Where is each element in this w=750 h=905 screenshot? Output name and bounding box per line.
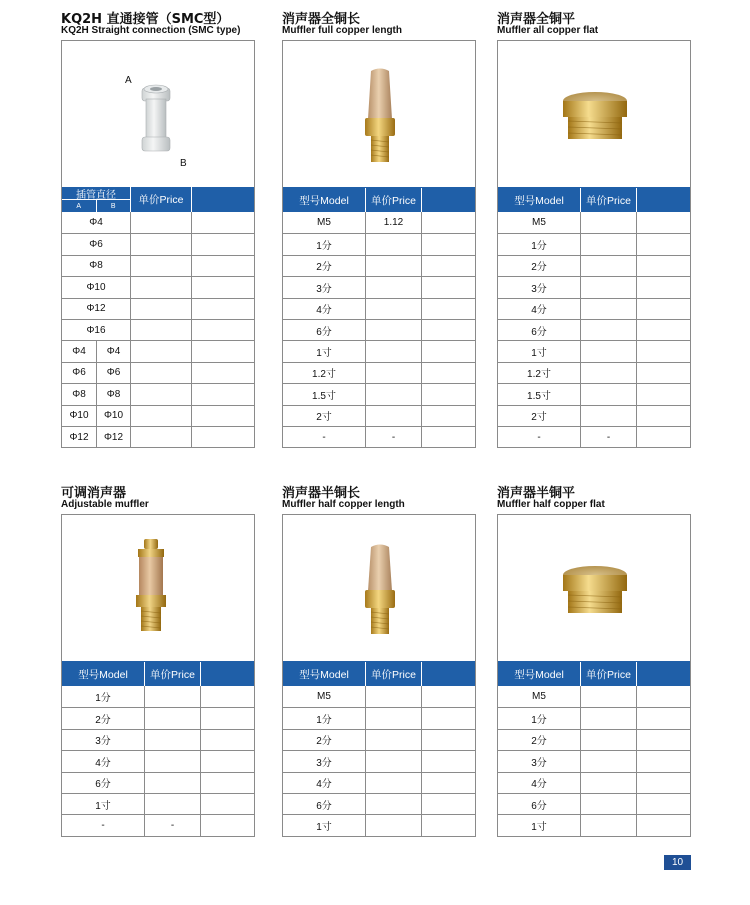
table-header [62, 661, 254, 686]
product-image-frame [282, 514, 476, 661]
cell-price [580, 341, 636, 361]
cell-blank [636, 815, 690, 835]
cell-price [580, 686, 636, 707]
cell-blank [421, 815, 475, 835]
cell-price [365, 299, 421, 319]
table-header [62, 187, 254, 212]
cell-blank [191, 341, 254, 361]
cell-price [144, 773, 200, 793]
cell-blank [636, 299, 690, 319]
port-label-a: A [125, 75, 132, 86]
table-row [498, 212, 690, 233]
cell-price [365, 686, 421, 707]
cell-size-b: Φ8 [96, 384, 130, 404]
cell-price [365, 256, 421, 276]
cell-blank [200, 773, 254, 793]
table-row [62, 298, 254, 319]
table-row [62, 729, 254, 750]
table-header [283, 661, 475, 686]
table-row [283, 212, 475, 233]
cell-blank [191, 427, 254, 447]
product-title-cn: 消声器全铜平 [497, 12, 576, 27]
cell-model: M5 [317, 691, 331, 703]
cell-size: Φ10 [86, 281, 106, 293]
cell-blank [636, 708, 690, 728]
cell-blank [191, 212, 254, 233]
table-row [498, 383, 690, 404]
cell-model: 2寸 [316, 412, 332, 424]
page-number: 10 [664, 855, 691, 870]
cell-price [580, 363, 636, 383]
table-row [62, 707, 254, 728]
price-table [282, 661, 476, 837]
cell-model: M5 [532, 217, 546, 229]
cell-model: 3分 [316, 283, 332, 295]
table-row [283, 729, 475, 750]
cell-model: 1分 [95, 693, 111, 705]
header-model: 型号Model [514, 194, 564, 207]
table-row [283, 686, 475, 707]
cell-size: Φ12 [86, 303, 106, 315]
product-title-en: KQ2H Straight connection (SMC type) [61, 25, 241, 36]
cell-model: 1寸 [95, 800, 111, 812]
cell-size-a: Φ8 [72, 388, 86, 400]
cell-model: 6分 [531, 800, 547, 812]
cell-price [580, 751, 636, 771]
cell-blank [191, 256, 254, 276]
table-row [62, 276, 254, 297]
cell-price [144, 794, 200, 814]
cell-blank [200, 686, 254, 707]
header-model: 型号Model [299, 194, 349, 207]
cell-price [130, 427, 191, 447]
cell-blank [636, 363, 690, 383]
cell-model: M5 [532, 691, 546, 703]
product-title-en: Muffler all copper flat [497, 25, 599, 36]
cell-model: 2分 [316, 262, 332, 274]
header-blank [636, 662, 690, 686]
cell-price: - [144, 815, 200, 835]
header-price: 单价Price [144, 662, 200, 686]
muffler-flat-image [498, 41, 691, 187]
cell-blank [636, 384, 690, 404]
muffler-half-flat-image [498, 515, 691, 661]
cell-size-b: Φ12 [96, 427, 130, 447]
table-row [283, 276, 475, 297]
product-image-frame [282, 40, 476, 187]
table-row [498, 255, 690, 276]
table-row [498, 276, 690, 297]
table-row [62, 319, 254, 340]
cell-price [365, 406, 421, 426]
cell-size-a: Φ6 [72, 367, 86, 379]
muffler-half-long-image [283, 515, 476, 661]
table-row [498, 729, 690, 750]
cell-model: 4分 [531, 779, 547, 791]
cell-price [580, 277, 636, 297]
table-row [498, 362, 690, 383]
header-col-b: B [96, 200, 131, 212]
cell-price [580, 320, 636, 340]
cell-model: 1寸 [531, 348, 547, 360]
cell-price [365, 341, 421, 361]
cell-model: 6分 [531, 326, 547, 338]
cell-blank [421, 708, 475, 728]
table-row [283, 233, 475, 254]
table-row [498, 405, 690, 426]
cell-price [580, 708, 636, 728]
cell-model: 6分 [95, 779, 111, 791]
cell-size-b: Φ6 [96, 363, 130, 383]
cell-blank [421, 794, 475, 814]
cell-model: - [537, 431, 541, 443]
price-table [61, 661, 255, 837]
table-row [283, 793, 475, 814]
cell-blank [636, 730, 690, 750]
cell-price [365, 794, 421, 814]
cell-blank [191, 299, 254, 319]
cell-price [580, 773, 636, 793]
cell-blank [191, 320, 254, 340]
cell-size-a: Φ4 [72, 346, 86, 358]
muffler-long-image [283, 41, 476, 187]
cell-blank [421, 406, 475, 426]
cell-model: 6分 [316, 800, 332, 812]
table-header [283, 187, 475, 212]
cell-model: 2寸 [531, 412, 547, 424]
header-price: 单价Price [365, 188, 421, 212]
cell-blank [636, 341, 690, 361]
cell-blank [636, 773, 690, 793]
header-price: 单价Price [580, 188, 636, 212]
cell-model: 1分 [316, 715, 332, 727]
table-row [62, 405, 254, 426]
cell-blank [636, 256, 690, 276]
product-title-en: Adjustable muffler [61, 499, 149, 510]
cell-size: Φ6 [89, 239, 103, 251]
cell-price [580, 256, 636, 276]
table-row [498, 686, 690, 707]
cell-price [365, 730, 421, 750]
table-row [498, 340, 690, 361]
cell-price [365, 384, 421, 404]
cell-size-b: Φ4 [96, 341, 130, 361]
cell-price [365, 708, 421, 728]
cell-size-a: Φ12 [69, 431, 89, 443]
table-row [283, 255, 475, 276]
cell-model: 3分 [531, 283, 547, 295]
cell-price [130, 320, 191, 340]
header-model: 型号Model [514, 668, 564, 681]
cell-price [130, 234, 191, 254]
cell-model: 2分 [531, 736, 547, 748]
table-row [283, 362, 475, 383]
price-table [497, 661, 691, 837]
cell-model: 4分 [316, 779, 332, 791]
table-row [498, 814, 690, 835]
cell-model: - [101, 820, 105, 832]
cell-price: - [365, 427, 421, 447]
product-title-cn: KQ2H 直通接管（SMC型） [61, 12, 230, 27]
cell-price [130, 299, 191, 319]
cell-model: 1.5寸 [312, 390, 336, 402]
header-model: 型号Model [299, 668, 349, 681]
table-row [283, 298, 475, 319]
cell-blank [200, 751, 254, 771]
table-row [498, 750, 690, 771]
cell-price [365, 234, 421, 254]
table-row [283, 319, 475, 340]
header-blank [421, 188, 475, 212]
table-row [498, 298, 690, 319]
table-row [498, 707, 690, 728]
price-table [282, 187, 476, 448]
cell-blank [636, 751, 690, 771]
cell-price [130, 363, 191, 383]
cell-price [365, 815, 421, 835]
cell-blank [421, 363, 475, 383]
cell-price [130, 341, 191, 361]
cell-price [580, 234, 636, 254]
cell-blank [200, 815, 254, 835]
cell-model: 1寸 [316, 822, 332, 834]
cell-blank [636, 406, 690, 426]
table-row [283, 814, 475, 835]
product-image-frame [497, 40, 691, 187]
cell-price [365, 363, 421, 383]
port-label-b: B [180, 158, 187, 169]
cell-blank [421, 427, 475, 447]
table-row [498, 793, 690, 814]
header-tube-diameter: 插管直径 [62, 187, 130, 200]
product-title-en: Muffler half copper length [282, 499, 405, 510]
cell-blank [421, 384, 475, 404]
cell-blank [421, 751, 475, 771]
cell-blank [191, 363, 254, 383]
cell-blank [421, 341, 475, 361]
cell-model: 1寸 [316, 348, 332, 360]
cell-blank [636, 212, 690, 233]
table-row [283, 340, 475, 361]
cell-price [580, 815, 636, 835]
table-row [62, 212, 254, 233]
cell-model: 1.2寸 [527, 369, 551, 381]
cell-model: 1寸 [531, 822, 547, 834]
table-row [62, 383, 254, 404]
cell-price [130, 277, 191, 297]
cell-blank [636, 320, 690, 340]
cell-blank [200, 794, 254, 814]
cell-model: 3分 [531, 757, 547, 769]
table-row [283, 405, 475, 426]
table-row [62, 362, 254, 383]
table-row [283, 426, 475, 447]
cell-price [580, 730, 636, 750]
cell-price [580, 406, 636, 426]
header-price: 单价Price [130, 187, 191, 212]
cell-blank [636, 686, 690, 707]
cell-price [144, 751, 200, 771]
table-row [62, 750, 254, 771]
table-row [62, 233, 254, 254]
cell-blank [421, 277, 475, 297]
table-row [283, 772, 475, 793]
cell-blank [191, 406, 254, 426]
cell-model: 1分 [531, 715, 547, 727]
product-image-frame [497, 514, 691, 661]
cell-blank [191, 234, 254, 254]
product-title-en: Muffler half copper flat [497, 499, 605, 510]
cell-blank [421, 234, 475, 254]
straight-connector-image [62, 41, 255, 187]
table-header [498, 661, 690, 686]
header-blank [200, 662, 254, 686]
product-title-en: Muffler full copper length [282, 25, 402, 36]
table-row [62, 686, 254, 707]
cell-model: 4分 [95, 757, 111, 769]
table-row [498, 772, 690, 793]
price-table [497, 187, 691, 448]
table-row [62, 772, 254, 793]
cell-blank [200, 708, 254, 728]
table-row [62, 814, 254, 835]
cell-price: - [580, 427, 636, 447]
header-model: 型号Model [78, 668, 128, 681]
cell-price [580, 794, 636, 814]
cell-price [580, 384, 636, 404]
table-row [283, 707, 475, 728]
header-blank [636, 188, 690, 212]
header-price: 单价Price [580, 662, 636, 686]
table-row [498, 426, 690, 447]
cell-model: - [322, 431, 326, 443]
cell-price [130, 406, 191, 426]
table-row [498, 319, 690, 340]
cell-price: 1.12 [365, 212, 421, 233]
cell-model: 2分 [95, 715, 111, 727]
product-title-cn: 消声器全铜长 [282, 12, 361, 27]
table-header [498, 187, 690, 212]
cell-price [144, 708, 200, 728]
cell-price [365, 277, 421, 297]
cell-model: 4分 [531, 305, 547, 317]
adjustable-muffler-image [62, 515, 255, 661]
cell-price [580, 212, 636, 233]
cell-blank [421, 686, 475, 707]
cell-blank [421, 256, 475, 276]
cell-model: M5 [317, 217, 331, 229]
cell-model: 6分 [316, 326, 332, 338]
cell-price [365, 773, 421, 793]
cell-model: 1.5寸 [527, 390, 551, 402]
cell-size: Φ16 [86, 324, 106, 336]
table-row [62, 793, 254, 814]
header-price: 单价Price [365, 662, 421, 686]
cell-price [365, 751, 421, 771]
cell-price [580, 299, 636, 319]
cell-model: 1分 [531, 241, 547, 253]
cell-model: 1.2寸 [312, 369, 336, 381]
cell-model: 3分 [95, 736, 111, 748]
product-title-cn: 可调消声器 [61, 486, 127, 501]
cell-blank [421, 320, 475, 340]
cell-blank [191, 384, 254, 404]
cell-blank [421, 773, 475, 793]
product-title-cn: 消声器半铜长 [282, 486, 361, 501]
product-image-frame [61, 514, 255, 661]
header-blank [421, 662, 475, 686]
table-row [283, 750, 475, 771]
cell-model: 3分 [316, 757, 332, 769]
table-row [283, 383, 475, 404]
cell-size-b: Φ10 [96, 406, 130, 426]
cell-price [130, 212, 191, 233]
cell-blank [421, 730, 475, 750]
cell-size: Φ8 [89, 260, 103, 272]
cell-blank [636, 277, 690, 297]
cell-blank [636, 794, 690, 814]
cell-blank [636, 234, 690, 254]
cell-model: 2分 [531, 262, 547, 274]
header-blank [191, 187, 254, 212]
cell-price [130, 256, 191, 276]
cell-size: Φ4 [89, 217, 103, 229]
cell-model: 1分 [316, 241, 332, 253]
header-col-a: A [76, 202, 82, 210]
cell-blank [191, 277, 254, 297]
cell-model: 2分 [316, 736, 332, 748]
table-row [62, 340, 254, 361]
cell-blank [636, 427, 690, 447]
cell-price [144, 730, 200, 750]
table-row [498, 233, 690, 254]
table-row [62, 255, 254, 276]
price-table [61, 187, 255, 448]
product-title-cn: 消声器半铜平 [497, 486, 576, 501]
cell-size-a: Φ10 [69, 410, 89, 422]
product-image-frame [61, 40, 255, 187]
cell-blank [421, 299, 475, 319]
cell-price [144, 686, 200, 707]
cell-blank [200, 730, 254, 750]
cell-price [130, 384, 191, 404]
table-row [62, 426, 254, 447]
cell-price [365, 320, 421, 340]
cell-model: 4分 [316, 305, 332, 317]
cell-blank [421, 212, 475, 233]
